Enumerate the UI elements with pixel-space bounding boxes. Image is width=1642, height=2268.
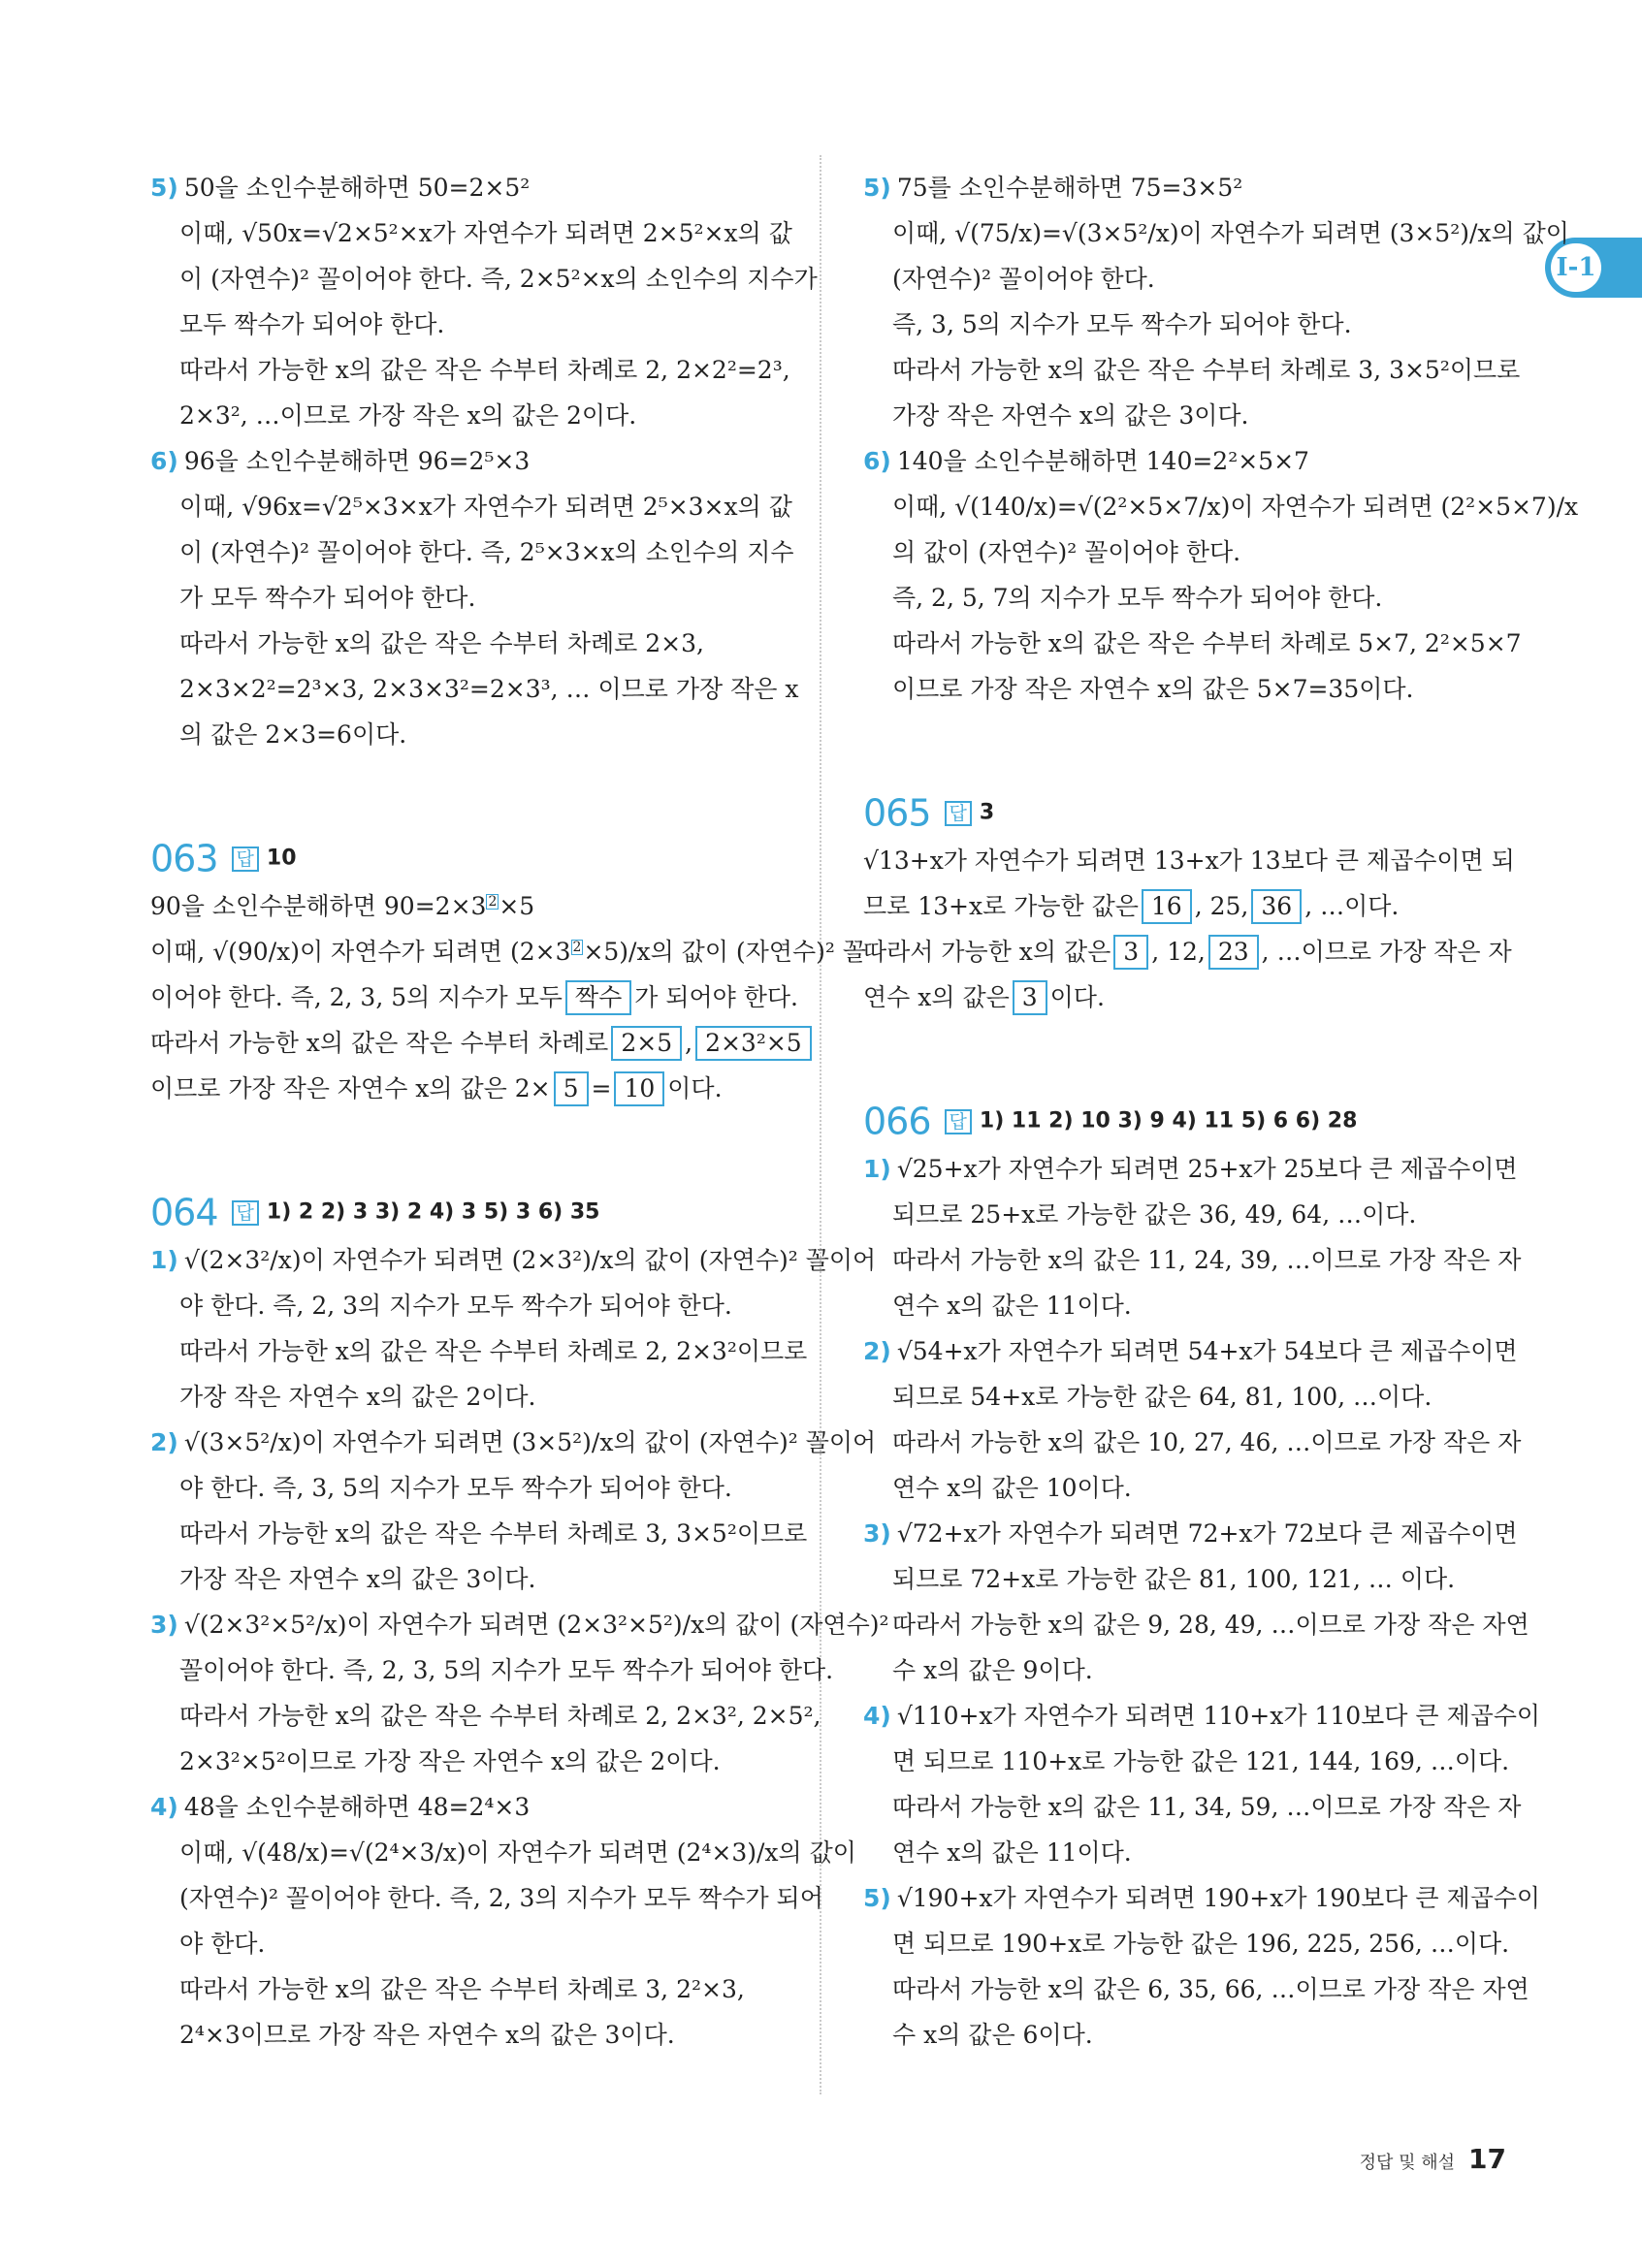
- solution-text: 되므로 25+x로 가능한 값은 36, 49, 64, …이다.: [892, 1200, 1417, 1229]
- sub-problem-label: 2): [150, 1428, 178, 1456]
- solution-line: [863, 302, 1494, 347]
- chapter-tab-label: I-1: [1551, 243, 1601, 292]
- solution-text: √54+x가 자연수가 되려면 54+x가 54보다 큰 제곱수이면: [896, 1337, 1518, 1365]
- solution-line: [863, 1602, 1529, 1647]
- solution-line: [150, 393, 781, 438]
- solution-text: 이므로 가장 작은 자연수 x의 값은 5×7=35이다.: [892, 675, 1414, 703]
- solution-line: [150, 1374, 781, 1420]
- sub-problem-label: 4): [863, 1702, 891, 1730]
- sub-problem-label: 6): [863, 447, 891, 475]
- solution-text: 따라서 가능한 x의 값은 작은 수부터 차례로 2, 2×3²이므로: [179, 1337, 808, 1365]
- solution-text: 따라서 가능한 x의 값은 9, 28, 49, …이므로 가장 작은 자연: [892, 1611, 1529, 1639]
- solution-line: [150, 1556, 781, 1602]
- solution-line: [863, 1647, 1494, 1693]
- answer-badge: 답: [232, 847, 259, 872]
- solution-text: 의 값이 (자연수)² 꼴이어야 한다.: [892, 538, 1241, 566]
- solution-line: [150, 712, 781, 757]
- left-column: [150, 165, 889, 2058]
- solution-text: 이때, √50x=√2×5²×x가 자연수가 되려면 2×5²×x의 값: [179, 219, 792, 247]
- solution-text: 가장 작은 자연수 x의 값은 3이다.: [179, 1565, 536, 1593]
- solution-text: 75를 소인수분해하면 75=3×5²: [896, 174, 1243, 202]
- solution-text: 면 되므로 190+x로 가능한 값은 196, 225, 256, …이다.: [892, 1930, 1510, 1958]
- blank-box: 10: [614, 1071, 664, 1106]
- solution-line: [150, 1283, 781, 1328]
- solution-text: 이 (자연수)² 꼴이어야 한다. 즉, 2×5²×x의 소인수의 지수가: [179, 265, 818, 293]
- solution-text: 따라서 가능한 x의 값은 작은 수부터 차례로 3, 2²×3,: [179, 1975, 745, 2003]
- blank-box: 3: [1013, 980, 1047, 1015]
- solution-line: [863, 1830, 1494, 1875]
- solution-line: [863, 1420, 1522, 1465]
- solution-text: √(3×5²/x)이 자연수가 되려면 (3×5²)/x의 값이 (자연수)² 꼴이어: [183, 1428, 877, 1456]
- solution-line: [863, 1784, 1522, 1830]
- sub-problem-label: 5): [863, 1884, 891, 1912]
- answer-value: 10: [266, 846, 297, 871]
- problem-number: 064: [150, 1191, 218, 1234]
- solution-text: 이 (자연수)² 꼴이어야 한다. 즉, 2⁵×3×x의 소인수의 지수: [179, 538, 794, 566]
- solution-line: [863, 165, 1494, 210]
- page-number: 17: [1468, 2143, 1506, 2175]
- solution-line: [863, 2012, 1494, 2058]
- solution-text: 50을 소인수분해하면 50=2×5²: [183, 174, 531, 202]
- solution-line: [150, 210, 792, 256]
- solution-line: [863, 1237, 1522, 1283]
- solution-line: [863, 1739, 1510, 1784]
- problem-063: [150, 831, 867, 1111]
- solution-text: 야 한다. 즉, 2, 3의 지수가 모두 짝수가 되어야 한다.: [179, 1292, 732, 1320]
- solution-text: 96을 소인수분해하면 96=2⁵×3: [183, 447, 531, 475]
- solution-text: 되므로 72+x로 가능한 값은 81, 100, 121, … 이다.: [892, 1565, 1456, 1593]
- sub-problem-label: 5): [863, 174, 891, 202]
- solution-line: [150, 165, 781, 210]
- solution-line: [150, 1328, 808, 1374]
- answer-badge: 답: [945, 801, 972, 826]
- solution-text: 따라서 가능한 x의 값은 작은 수부터 차례로 3, 3×5²이므로: [179, 1519, 808, 1548]
- solution-line: [150, 621, 781, 666]
- solution-line: [150, 1420, 877, 1465]
- sub-problem-label: 3): [863, 1519, 891, 1548]
- solution-line: [863, 1921, 1510, 1966]
- solution-line: [863, 1374, 1494, 1420]
- solution-line: [150, 1830, 856, 1875]
- solution-line: [150, 1921, 781, 1966]
- solution-line: [863, 1966, 1529, 2012]
- problem-number: 063: [150, 837, 218, 880]
- solution-line: [863, 1146, 1518, 1192]
- solution-text: √190+x가 자연수가 되려면 190+x가 190보다 큰 제곱수이: [896, 1884, 1541, 1912]
- blank-box: 16: [1142, 889, 1192, 924]
- solution-line: [863, 1328, 1518, 1374]
- solution-line: [863, 347, 1521, 393]
- problem-number: 066: [863, 1100, 931, 1143]
- solution-line: [150, 1237, 877, 1283]
- solution-line: 90을 소인수분해하면 90=2×3 2×5: [150, 892, 535, 920]
- solution-line: [150, 1784, 781, 1830]
- solution-line: [150, 302, 781, 347]
- solution-text: 이때, √(48/x)=√(2⁴×3/x)이 자연수가 되려면 (2⁴×3)/x의 값이: [179, 1838, 856, 1867]
- solution-line: [150, 484, 792, 529]
- problem-065: [863, 785, 1515, 1020]
- solution-text: 따라서 가능한 x의 값은 작은 수부터 차례로 2×3,: [179, 629, 704, 657]
- sub-problem-label: 1): [863, 1155, 891, 1183]
- solution-text: 면 되므로 110+x로 가능한 값은 121, 144, 169, …이다.: [892, 1747, 1510, 1775]
- solution-line: [863, 438, 1494, 484]
- problem-066-header: [863, 1094, 1494, 1146]
- solution-line: √13+x가 자연수가 되려면 13+x가 13보다 큰 제곱수이면 되: [863, 847, 1515, 875]
- solution-text: 모두 짝수가 되어야 한다.: [179, 310, 445, 338]
- solution-text: 가장 작은 자연수 x의 값은 3이다.: [892, 401, 1249, 430]
- blank-box: 3: [1113, 935, 1148, 970]
- solution-line: [150, 529, 794, 575]
- solution-text: 연수 x의 값은 10이다.: [892, 1474, 1132, 1502]
- blank-box: 2×3²×5: [695, 1026, 812, 1061]
- solution-line: 이어야 한다. 즉, 2, 3, 5의 지수가 모두 짝수 가 되어야 한다.: [150, 974, 781, 1020]
- solution-text: 수 x의 값은 6이다.: [892, 2021, 1093, 2049]
- solution-text: 따라서 가능한 x의 값은 작은 수부터 차례로 3, 3×5²이므로: [892, 356, 1521, 384]
- solution-line: [150, 1739, 781, 1784]
- problem-065-header: [863, 785, 1494, 838]
- solution-line: [150, 666, 799, 712]
- page-footer: [1360, 2143, 1506, 2175]
- solution-text: 따라서 가능한 x의 값은 6, 35, 66, …이므로 가장 작은 자연: [892, 1975, 1529, 2003]
- solution-text: 꼴이어야 한다. 즉, 2, 3, 5의 지수가 모두 짝수가 되어야 한다.: [179, 1656, 834, 1684]
- problem-063-header: [150, 831, 781, 883]
- solution-text: 2×3²×5²이므로 가장 작은 자연수 x의 값은 2이다.: [179, 1747, 721, 1775]
- answer-badge: 답: [945, 1109, 972, 1134]
- solution-text: 야 한다.: [179, 1930, 266, 1958]
- sub-problem-label: 4): [150, 1793, 178, 1821]
- solution-text: 이때, √(140/x)=√(2²×5×7/x)이 자연수가 되려면 (2²×5×7)/x: [892, 493, 1579, 521]
- solution-line: 므로 13+x로 가능한 값은 16 , 25, 36 , …이다.: [863, 883, 1494, 929]
- solution-text: 수 x의 값은 9이다.: [892, 1656, 1093, 1684]
- left-continued-solutions: [150, 165, 818, 757]
- solution-line: [150, 1511, 808, 1556]
- solution-line: [863, 1511, 1518, 1556]
- solution-line: [863, 210, 1569, 256]
- blank-box: 2: [572, 939, 582, 955]
- solution-line: [863, 529, 1494, 575]
- solution-line: 따라서 가능한 x의 값은 3 , 12, 23 , …이므로 가장 작은 자: [863, 929, 1494, 974]
- solution-text: (자연수)² 꼴이어야 한다. 즉, 2, 3의 지수가 모두 짝수가 되어: [179, 1884, 823, 1912]
- solution-text: 연수 x의 값은 11이다.: [892, 1292, 1132, 1320]
- solution-line: [150, 1693, 821, 1739]
- solution-line: [150, 1465, 781, 1511]
- sub-problem-label: 5): [150, 174, 178, 202]
- solution-text: 가 모두 짝수가 되어야 한다.: [179, 584, 476, 612]
- solution-text: 따라서 가능한 x의 값은 10, 27, 46, …이므로 가장 작은 자: [892, 1428, 1522, 1456]
- solution-line: 연수 x의 값은 3 이다.: [863, 974, 1494, 1020]
- solution-line: [150, 347, 790, 393]
- solution-line: [150, 438, 781, 484]
- solution-text: 연수 x의 값은 11이다.: [892, 1838, 1132, 1867]
- solution-text: 즉, 2, 5, 7의 지수가 모두 짝수가 되어야 한다.: [892, 584, 1383, 612]
- solution-line: [150, 1875, 823, 1921]
- answer-value: 1) 2 2) 3 3) 2 4) 3 5) 3 6) 35: [266, 1199, 600, 1225]
- solution-line: [863, 484, 1579, 529]
- solution-text: 즉, 3, 5의 지수가 모두 짝수가 되어야 한다.: [892, 310, 1352, 338]
- solution-line: [863, 393, 1494, 438]
- solution-line: [863, 1693, 1541, 1739]
- solution-text: 되므로 54+x로 가능한 값은 64, 81, 100, …이다.: [892, 1383, 1433, 1411]
- problem-064: [150, 1185, 889, 2058]
- solution-text: √72+x가 자연수가 되려면 72+x가 72보다 큰 제곱수이면: [896, 1519, 1518, 1548]
- problem-064-header: [150, 1185, 781, 1237]
- blank-box: 23: [1208, 935, 1259, 970]
- solution-text: 48을 소인수분해하면 48=2⁴×3: [183, 1793, 531, 1821]
- solution-line: [863, 666, 1494, 712]
- solution-line: 따라서 가능한 x의 값은 작은 수부터 차례로 2×5 , 2×3²×5: [150, 1020, 781, 1066]
- solution-text: 2×3×2²=2³×3, 2×3×3²=2×3³, … 이므로 가장 작은 x: [179, 675, 799, 703]
- solution-text: 따라서 가능한 x의 값은 작은 수부터 차례로 5×7, 2²×5×7: [892, 629, 1522, 657]
- solution-line: [150, 575, 781, 621]
- solution-line: [863, 1192, 1494, 1237]
- solution-text: √25+x가 자연수가 되려면 25+x가 25보다 큰 제곱수이면: [896, 1155, 1518, 1183]
- blank-box: 36: [1251, 889, 1302, 924]
- sub-problem-label: 3): [150, 1611, 178, 1639]
- solution-line: [150, 1602, 889, 1647]
- solution-text: 야 한다. 즉, 3, 5의 지수가 모두 짝수가 되어야 한다.: [179, 1474, 732, 1502]
- solution-line: [863, 1556, 1494, 1602]
- problem-064-solution: [150, 1237, 889, 2058]
- solution-text: 이때, √(75/x)=√(3×5²/x)이 자연수가 되려면 (3×5²)/x의 값이: [892, 219, 1569, 247]
- blank-box: 짝수: [565, 980, 631, 1015]
- problem-066: [863, 1094, 1541, 2058]
- solution-text: 이때, √96x=√2⁵×3×x가 자연수가 되려면 2⁵×3×x의 값: [179, 493, 792, 521]
- solution-line: [863, 1465, 1494, 1511]
- solution-text: 2⁴×3이므로 가장 작은 자연수 x의 값은 3이다.: [179, 2021, 675, 2049]
- solution-text: 140을 소인수분해하면 140=2²×5×7: [896, 447, 1309, 475]
- sub-problem-label: 1): [150, 1246, 178, 1274]
- column-divider: [820, 155, 821, 2094]
- solution-line: [150, 1647, 834, 1693]
- solution-line: 이므로 가장 작은 자연수 x의 값은 2× 5 = 10 이다.: [150, 1066, 781, 1111]
- problem-number: 065: [863, 791, 931, 835]
- solution-line: [863, 256, 1494, 302]
- footer-text: 정답 및 해설: [1359, 2153, 1456, 2173]
- sub-problem-label: 2): [863, 1337, 891, 1365]
- answer-badge: 답: [232, 1200, 259, 1226]
- solution-text: √(2×3²/x)이 자연수가 되려면 (2×3²)/x의 값이 (자연수)² 꼴이어: [183, 1246, 877, 1274]
- solution-text: 따라서 가능한 x의 값은 11, 24, 39, …이므로 가장 작은 자: [892, 1246, 1522, 1274]
- answer-value: 1) 11 2) 10 3) 9 4) 11 5) 6 6) 28: [979, 1108, 1358, 1134]
- solution-text: 따라서 가능한 x의 값은 작은 수부터 차례로 2, 2×2²=2³,: [179, 356, 790, 384]
- solution-line: [863, 1875, 1541, 1921]
- solution-text: 따라서 가능한 x의 값은 11, 34, 59, …이므로 가장 작은 자: [892, 1793, 1522, 1821]
- solution-text: (자연수)² 꼴이어야 한다.: [892, 265, 1155, 293]
- solution-text: √(2×3²×5²/x)이 자연수가 되려면 (2×3²×5²)/x의 값이 (자연수)²: [183, 1611, 889, 1639]
- problem-066-solution: [863, 1146, 1541, 2058]
- sub-problem-label: 6): [150, 447, 178, 475]
- solution-line: [863, 575, 1494, 621]
- solution-line: 이때, √(90/x)이 자연수가 되려면 (2×3 2×5)/x의 값이 (자연수)² 꼴: [150, 938, 867, 966]
- solution-line: [150, 256, 818, 302]
- solution-line: [863, 621, 1522, 666]
- solution-text: √110+x가 자연수가 되려면 110+x가 110보다 큰 제곱수이: [896, 1702, 1541, 1730]
- solution-line: [150, 2012, 781, 2058]
- answer-value: 3: [979, 800, 995, 825]
- solution-line: [863, 1283, 1494, 1328]
- blank-box: 2: [488, 893, 498, 910]
- solution-text: 2×3², …이므로 가장 작은 x의 값은 2이다.: [179, 401, 637, 430]
- blank-box: 5: [554, 1071, 589, 1106]
- solution-text: 의 값은 2×3=6이다.: [179, 720, 407, 749]
- solution-text: 가장 작은 자연수 x의 값은 2이다.: [179, 1383, 536, 1411]
- solution-text: 따라서 가능한 x의 값은 작은 수부터 차례로 2, 2×3², 2×5²,: [179, 1702, 821, 1730]
- solution-line: [150, 1966, 781, 2012]
- blank-box: 2×5: [611, 1026, 682, 1061]
